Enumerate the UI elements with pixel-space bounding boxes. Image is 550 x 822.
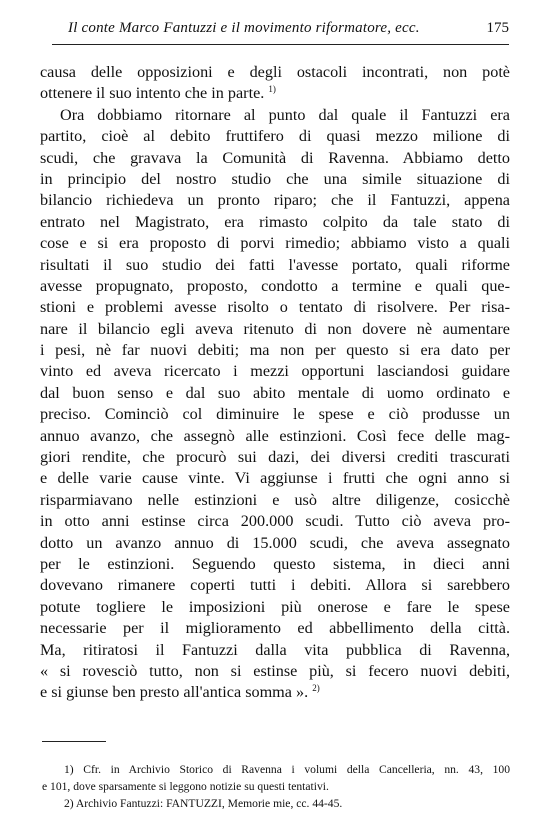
body-line-text: nare il bilancio egli aveva ritenuto di non dovere nè aumentare bbox=[40, 319, 510, 338]
footnote-line bbox=[42, 761, 510, 778]
body-line-text: causa delle opposizioni e degli ostacoli incontrati, non potè bbox=[40, 63, 510, 81]
body-line bbox=[40, 255, 510, 276]
body-line bbox=[40, 447, 510, 468]
footnotes bbox=[42, 761, 510, 812]
body-line-text: necessarie per il miglioramento ed abbellimento della città. bbox=[40, 619, 510, 638]
body-line-text: dovevano rimanere coperti tutti i debiti. Allora si sarebbero bbox=[40, 576, 510, 595]
footnote-marker: 2) bbox=[312, 683, 320, 694]
header-rule bbox=[52, 44, 509, 45]
body-line bbox=[40, 618, 510, 639]
body-line-text: Ma, ritiratosi il Fantuzzi dalla vita pubblica di Ravenna, bbox=[40, 640, 510, 659]
body-line bbox=[40, 533, 510, 554]
body-line bbox=[40, 169, 510, 190]
body-line-text: in otto anni estinse circa 200.000 scudi. Tutto ciò aveva pro- bbox=[40, 512, 510, 531]
body-line bbox=[40, 276, 510, 297]
body-line bbox=[40, 297, 510, 318]
body-line-text: entrato nel Magistrato, era rimasto colpito da tale stato di bbox=[40, 212, 510, 231]
footnote-line-text: 1) Cfr. in Archivio Storico di Ravenna i volumi della Cancelleria, nn. 43, 100 bbox=[64, 763, 510, 776]
running-title: Il conte Marco Fantuzzi e il movimento riformatore, ecc. bbox=[68, 20, 420, 36]
body-line bbox=[40, 105, 510, 126]
body-line-text: bilancio richiedeva un pronto riparo; che il Fantuzzi, appena bbox=[40, 191, 510, 210]
body-line bbox=[40, 597, 510, 618]
footnote-line bbox=[42, 795, 510, 812]
footnote-marker: 1) bbox=[268, 84, 276, 95]
body-line-text: e delle varie cause vinte. Vi aggiunse i frutti che ogni anno si bbox=[40, 469, 510, 488]
body-line bbox=[40, 511, 510, 532]
body-line-text: e si giunse ben presto all'antica somma ». bbox=[40, 683, 309, 702]
body-line-text: dotto un avanzo annuo di 15.000 scudi, che aveva assegnato bbox=[40, 533, 510, 552]
body-line bbox=[40, 126, 510, 147]
body-line bbox=[40, 319, 510, 340]
body-line-text: dal buon senso e dal suo abito mentale di uomo ordinato e bbox=[40, 383, 510, 402]
body-line bbox=[40, 62, 510, 83]
body-line-text: avesse propugnato, proposto, condotto a termine e quali que- bbox=[40, 276, 510, 295]
body-line-text: potute togliere le imposizioni più onerose e fare le spese bbox=[40, 597, 510, 616]
footnote-line bbox=[42, 778, 510, 795]
body-line-text: giori rendite, che procurò sui dazi, dei diversi crediti trascurati bbox=[40, 448, 510, 467]
body-line bbox=[40, 554, 510, 575]
body-line bbox=[40, 404, 510, 425]
body-line-text: « si rovesciò tutto, non si estinse più, si fecero nuovi debiti, bbox=[40, 661, 510, 680]
body-line bbox=[40, 190, 510, 211]
footnote-rule bbox=[42, 741, 106, 742]
body-line-text: in principio del nostro studio che una simile situazione di bbox=[40, 169, 510, 188]
body-line bbox=[40, 340, 510, 361]
body-line-text: Ora dobbiamo ritornare al punto dal quale il Fantuzzi era bbox=[60, 105, 510, 124]
body-line-text: ottenere il suo intento che in parte. bbox=[40, 84, 265, 103]
body-line-text: risultati il suo studio dei fatti l'avesse portato, quali riforme bbox=[40, 255, 510, 274]
body-line bbox=[40, 490, 510, 511]
body-line-text: annuo avanzo, che assegnò alle estinzioni. Così fece delle mag- bbox=[40, 426, 510, 445]
body-line bbox=[40, 148, 510, 169]
body-line bbox=[40, 640, 510, 661]
body-line bbox=[40, 212, 510, 233]
footnote-line-text: 2) Archivio Fantuzzi: FANTUZZI, Memorie mie, cc. 44-45. bbox=[64, 797, 343, 810]
body-line-text: stioni e problemi avesse risolto o tentato di risolvere. Per risa- bbox=[40, 298, 510, 317]
body-line-text: per le estinzioni. Seguendo questo sistema, in dieci anni bbox=[40, 554, 510, 573]
body-line-text: scudi, che gravava la Comunità di Ravenna. Abbiamo detto bbox=[40, 148, 510, 167]
body-text bbox=[40, 62, 510, 704]
body-line bbox=[40, 575, 510, 596]
body-line bbox=[40, 682, 510, 703]
body-line bbox=[40, 361, 510, 382]
body-line-text: risparmiavano nelle estinzioni e usò altre diligenze, cosicchè bbox=[40, 490, 510, 509]
body-line bbox=[40, 468, 510, 489]
page-number: 175 bbox=[486, 20, 509, 36]
body-line bbox=[40, 233, 510, 254]
body-line bbox=[40, 383, 510, 404]
body-line bbox=[40, 83, 510, 104]
running-header bbox=[52, 20, 509, 40]
body-line-text: preciso. Cominciò col diminuire le spese e ciò produsse un bbox=[40, 405, 510, 424]
body-line-text: i pesi, nè far nuovi debiti; ma non per questo si era dato per bbox=[40, 341, 510, 360]
body-line-text: partito, cioè al debito fruttifero di quasi mezzo milione di bbox=[40, 127, 510, 146]
body-line-text: cose e si era proposto di porvi rimedio; abbiamo visto a quali bbox=[40, 234, 510, 253]
body-line-text: vinto ed aveva ricercato i mezzi opportuni lasciandosi guidare bbox=[40, 362, 510, 381]
body-line bbox=[40, 661, 510, 682]
body-line bbox=[40, 426, 510, 447]
footnote-line-text: e 101, dove sparsamente si leggono notizie su questi tentativi. bbox=[42, 780, 329, 793]
